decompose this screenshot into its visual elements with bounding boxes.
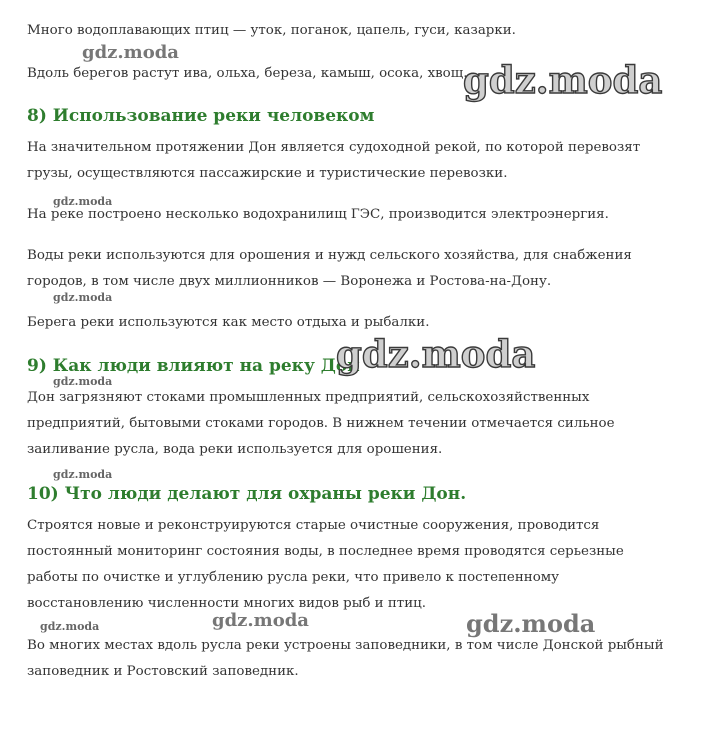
watermark-text: gdz.moda	[53, 291, 113, 304]
watermark-text: gdz.moda	[40, 620, 100, 633]
paragraph-irrigation: Воды реки используются для орошения и нужд сельского хозяйства, для снабжения городов, в том числе двух миллионников — Воронежа и Ростова-на-Дону.	[27, 248, 632, 289]
watermark-text: gdz.moda	[53, 375, 113, 388]
heading-section-9: 9) Как люди влияют на реку Дон	[27, 356, 360, 376]
watermark-text: gdz.moda	[53, 195, 113, 208]
watermark-text: gdz.moda	[53, 468, 113, 481]
paragraph-recreation: Берега реки используются как место отдыха и рыбалки.	[27, 315, 430, 330]
paragraph-reservoirs: На реке построено несколько водохранилищ ГЭС, производится электроэнергия.	[27, 207, 609, 222]
heading-section-8: 8) Использование реки человеком	[27, 106, 375, 126]
heading-section-10: 10) Что люди делают для охраны реки Дон.	[27, 484, 467, 504]
watermark-logo: gdz.moda	[463, 58, 663, 102]
watermark-text: gdz.moda	[466, 609, 596, 638]
paragraph-reserves: Во многих местах вдоль русла реки устроены заповедники, в том числе Донской рыбный заповедник и Ростовский заповедник.	[27, 638, 664, 679]
watermark-logo: gdz.moda	[336, 332, 536, 376]
paragraph-plants: Вдоль берегов растут ива, ольха, береза, камыш, осока, хвощ.	[27, 66, 468, 81]
paragraph-protection: Строятся новые и реконструируются старые очистные сооружения, проводится постоянный мониторинг состояния воды, в последнее время проводятся серьезные работы по очистке и углублению русла реки, что привело к постепенному восстановлению численности многих видов рыб и птиц.	[27, 518, 624, 611]
watermark-text: gdz.moda	[212, 610, 309, 631]
watermark-text: gdz.moda	[82, 42, 179, 63]
paragraph-pollution: Дон загрязняют стоками промышленных предприятий, сельскохозяйственных предприятий, бытовыми стоками городов. В нижнем течении отмечается сильное заиливание русла, вода реки используется для орошения.	[27, 390, 615, 457]
paragraph-birds: Много водоплавающих птиц — уток, поганок, цапель, гуси, казарки.	[27, 23, 516, 38]
paragraph-navigation: На значительном протяжении Дон является судоходной рекой, по которой перевозят грузы, осуществляются пассажирские и туристические перевозки.	[27, 140, 641, 181]
